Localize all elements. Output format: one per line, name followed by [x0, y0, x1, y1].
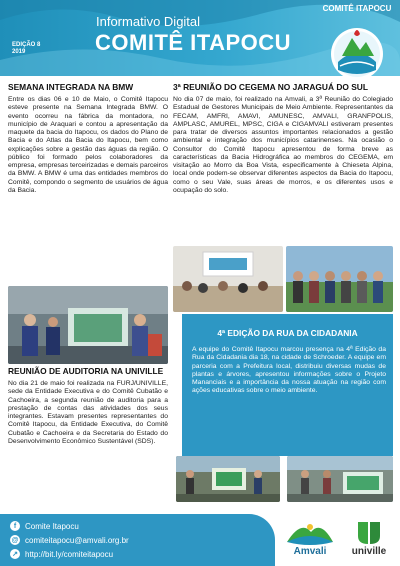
bmw-body: Entre os dias 06 e 10 de Maio, o Comitê Itapocu esteve presente na Semana Integrada BMW. O evento ocorreu na fábrica da montadora, no município de Araquari e contou a apresentação da maquete da bacia do Itapocu, os dados do Plano de Bacia e do Atlas da Bacia do Itapocu, bem como explicações sobre a gestão das águas da região. O público foi formado pelos colaboradores da empresa, empresas terceirizadas e demais parceiros da BMW. A BMW é uma das entidades membros do Comitê, compondo o segmento de usuários de água da Bacia.	[8, 96, 168, 194]
bmw-photo	[8, 286, 168, 364]
left-column	[8, 80, 168, 195]
link-icon: ↗	[10, 549, 20, 559]
cegema-body: No dia 07 de maio, foi realizado na Amvali, a 3ª Reunião do Colegiado Estadual de Gestores Municipais de Meio Ambiente. Representantes da FECAM, AMFRI, AMAVI, AMUNESC, AMVALI, GRANFPOLIS, AMPLASC, AMUREL, MPSC, CIGA e CIGAMVALI estiveram presentes para tratar de diversos assuntos importantes relacionados a gestão ambiental e integração dos municípios catarinenses. Na ocasião o Consultor do Comitê Itapocu apresentou de forma breve as características da Bacia Hidrográfica ao membros do CEGEMA, em visitação ao Morro da Boa Vista, especificamente à Chieseta Alpina, local onde podem-se observar diferentes aspectos da Bacia do Itapocu, como o seu Vale, suas áreas de morros, e os diferentes usos e ocupação do solo.	[173, 96, 393, 194]
facebook-text: Comite Itapocu	[25, 521, 79, 531]
edition-number: EDIÇÃO 8	[12, 42, 41, 48]
footer-facebook[interactable]	[10, 521, 79, 531]
bmw-title: SEMANA INTEGRADA NA BMW	[8, 82, 134, 92]
univille-body: No dia 21 de maio foi realizada na FURJ/UNIVILLE, sede da Entidade Executiva e do Comitê Cubatão e Cachoeira, a segunda reunião de auditoria para a prestação de contas das atividades dos seus integrantes. Estavam presentes representantes do Comitê Itapocu, da Entidade Executiva, do Comitê Cubatão e Cachoeira e da Secretaria do Estado do Desenvolvimento Econômico Sustentável (SDS).	[8, 380, 168, 445]
header-title: COMITÊ ITAPOCU	[95, 30, 292, 55]
rua-body: A equipe do Comitê Itapocu marcou presença na 4ª Edição da Rua da Cidadania dia 18, na cidade de Schroeder. A equipe em parceria com a Prefeitura local, distribuiu diversas mudas de plantas e árvores, apresentou informações sobre o Projeto Mananciais e a importância da nossa atuação na região com ações educativas sobre o meio ambiente.	[192, 346, 386, 395]
edition-year: 2019	[12, 49, 26, 55]
edition-label	[12, 42, 44, 56]
email-text: comiteitapocu@amvali.org.br	[25, 535, 129, 545]
right-column	[173, 80, 393, 195]
amvali-label: Amvali	[293, 546, 327, 557]
facebook-icon: f	[10, 521, 20, 531]
amvali-logo	[281, 518, 339, 562]
footer	[0, 514, 400, 566]
footer-link[interactable]	[10, 549, 113, 559]
link-text: http://bit.ly/comiteitapocu	[25, 549, 114, 559]
univille-label: univille	[351, 546, 387, 557]
univille-title: REUNIÃO DE AUDITORIA NA UNIVILLE	[8, 366, 164, 376]
footer-email[interactable]	[10, 535, 129, 545]
rua-title: 4ª EDIÇÃO DA RUA DA CIDADANIA	[217, 328, 358, 338]
logo-caption: COMITÊ ITAPOCU	[322, 4, 392, 13]
cegema-photo-1	[173, 246, 283, 312]
rua-photo-2	[287, 456, 393, 502]
comite-itapocu-logo	[320, 4, 394, 90]
header-subtitle: Informativo Digital	[96, 14, 201, 29]
univille-logo	[344, 518, 394, 562]
rua-cidadania-box	[182, 314, 393, 456]
univille-article	[8, 366, 168, 446]
cegema-title: 3ª REUNIÃO DO CEGEMA NO JARAGUÁ DO SUL	[173, 82, 368, 92]
cegema-photo-2	[286, 246, 393, 312]
email-icon: @	[11, 536, 19, 544]
rua-photo-1	[176, 456, 280, 502]
